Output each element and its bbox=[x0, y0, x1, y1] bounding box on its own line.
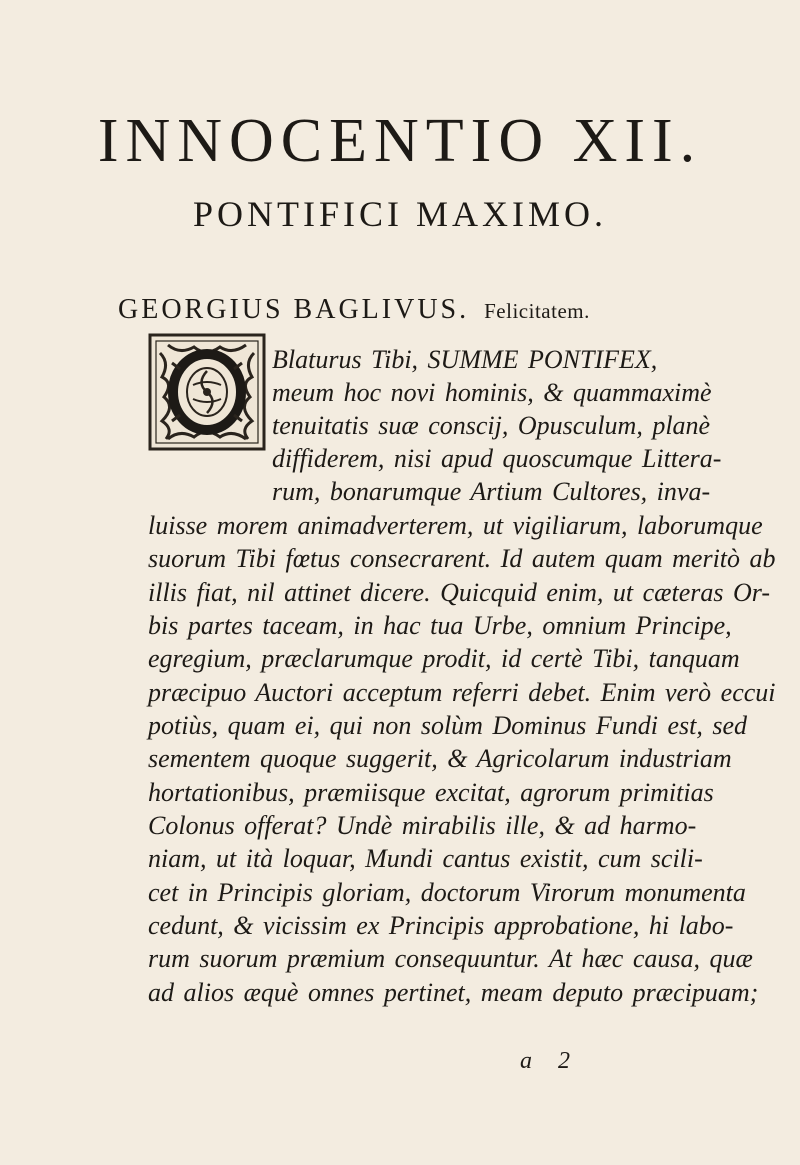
body-line: cedunt, & vicissim ex Principis approbatione, hi labo- bbox=[148, 911, 734, 940]
body-line: niam, ut ità loquar, Mundi cantus existit, cum scili- bbox=[148, 844, 703, 873]
body-line: cet in Principis gloriam, doctorum Virorum monumenta bbox=[148, 878, 746, 907]
body-line: egregium, præclarumque prodit, id certè Tibi, tanquam bbox=[148, 644, 740, 673]
body-line: suorum Tibi fœtus consecrarent. Id autem quam meritò ab bbox=[148, 544, 776, 573]
body-line: illis fiat, nil attinet dicere. Quicquid enim, ut cæteras Or- bbox=[148, 578, 771, 607]
body-line: potiùs, quam ei, qui non solùm Dominus Fundi est, sed bbox=[148, 711, 747, 740]
decorated-initial-o-icon bbox=[148, 333, 266, 451]
body-line: rum suorum præmium consequuntur. At hæc causa, quæ bbox=[148, 944, 753, 973]
body-line: diffiderem, nisi apud quoscumque Littera- bbox=[272, 444, 722, 473]
body-line: Blaturus Tibi, SUMME PONTIFEX, bbox=[272, 345, 658, 374]
body-line: præcipuo Auctori acceptum referri debet. Enim verò eccui bbox=[148, 678, 776, 707]
greeting: Felicitatem. bbox=[484, 299, 590, 323]
body-line: sementem quoque suggerit, & Agricolarum industriam bbox=[148, 744, 732, 773]
body-line: tenuitatis suæ conscij, Opusculum, planè bbox=[272, 411, 711, 440]
body-line: Colonus offerat? Undè mirabilis ille, & ad harmo- bbox=[148, 811, 697, 840]
signature-mark: a 2 bbox=[520, 1048, 580, 1074]
dedication-title: INNOCENTIO XII. bbox=[97, 107, 703, 175]
salutation-line bbox=[118, 296, 590, 324]
body-line: luisse morem animadverterem, ut vigiliarum, laborumque bbox=[148, 511, 763, 540]
body-line: hortationibus, præmiisque excitat, agrorum primitias bbox=[148, 778, 714, 807]
body-line: bis partes taceam, in hac tua Urbe, omnium Principe, bbox=[148, 611, 732, 640]
dedication-subtitle: PONTIFICI MAXIMO. bbox=[192, 194, 607, 234]
body-line: meum hoc novi hominis, & quammaximè bbox=[272, 378, 712, 407]
body-line: ad alios æquè omnes pertinet, meam deputo præcipuam; bbox=[148, 978, 759, 1007]
author-name: GEORGIUS BAGLIVUS. bbox=[118, 294, 470, 325]
body-line: rum, bonarumque Artium Cultores, inva- bbox=[272, 477, 711, 506]
